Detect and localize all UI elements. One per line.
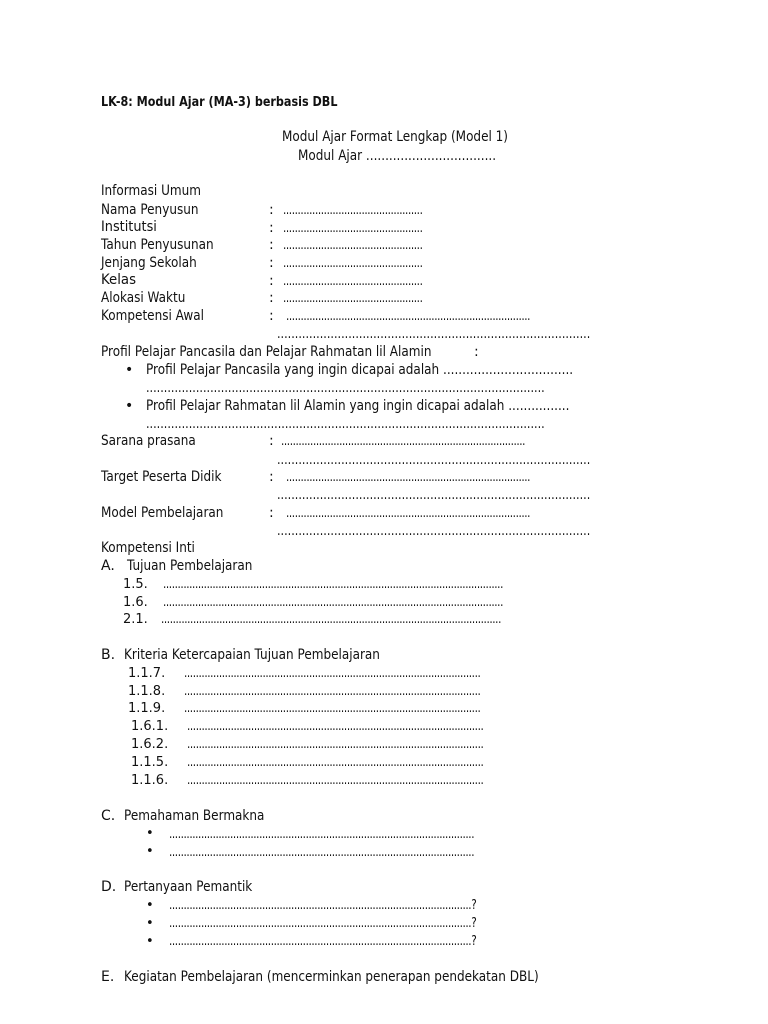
format-title: Modul Ajar Format Lengkap (Model 1) [282, 129, 509, 145]
informasi-umum-heading: Informasi Umum [101, 183, 201, 199]
bullet-icon: • [146, 916, 154, 931]
item-dots: ...................................................................................................... [184, 666, 481, 681]
section-letter: C. [101, 808, 116, 824]
item-number: 1.5. [123, 577, 148, 592]
item-dots: ...................................................................................................... [187, 755, 484, 770]
field-colon: : [269, 290, 274, 306]
field-colon: : [269, 202, 274, 218]
section-title: Kriteria Ketercapaian Tujuan Pembelajaran [124, 647, 380, 663]
item-number: 1.6.1. [131, 719, 169, 734]
field-colon: : [269, 273, 274, 289]
field-continuation: ........................................................................................ [277, 452, 591, 468]
field-value: ................................................ [283, 274, 423, 289]
field-colon: : [269, 220, 274, 236]
bullet-icon: • [146, 826, 154, 841]
kompetensi-awal-continuation: ........................................................................................ [277, 326, 591, 342]
item-number: 1.1.7. [128, 666, 166, 681]
field-label: Nama Penyusun [101, 202, 199, 218]
bullet-text: Profil Pelajar Rahmatan lil Alamin yang ingin dicapai adalah ................ [146, 398, 570, 414]
field-value: ................................................ [283, 238, 423, 253]
bullet-continuation: ................................................................................................................ [146, 416, 545, 432]
section-letter: A. [101, 558, 115, 574]
field-colon: : [269, 255, 274, 271]
item-number: 1.6.2. [131, 737, 169, 752]
field-continuation: ........................................................................................ [277, 487, 591, 503]
document-title: LK-8: Modul Ajar (MA-3) berbasis DBL [101, 95, 338, 110]
section-letter: E. [101, 969, 115, 985]
bullet-text: Profil Pelajar Pancasila yang ingin dicapai adalah .................................. [146, 362, 574, 378]
field-value: .................................................................................... [286, 506, 531, 521]
bullet-dots: ........................................................................................................? [169, 898, 477, 913]
item-dots: ...................................................................................................... [187, 737, 484, 752]
field-label: Kompetensi Awal [101, 308, 204, 324]
field-value: ................................................ [283, 256, 423, 271]
field-label: Sarana prasana [101, 433, 196, 449]
bullet-icon: • [125, 362, 134, 378]
field-colon: : [269, 433, 274, 449]
bullet-dots: ........................................................................................................? [169, 916, 477, 931]
item-dots: ...................................................................................................... [187, 773, 484, 788]
field-label: Tahun Penyusunan [101, 237, 214, 253]
field-colon: : [269, 505, 274, 521]
section-title: Pertanyaan Pemantik [124, 879, 253, 895]
bullet-dots: ......................................................................................................... [169, 845, 475, 860]
section-letter: B. [101, 647, 116, 663]
field-value: ................................................ [283, 221, 423, 236]
field-colon: : [269, 469, 274, 485]
item-number: 1.1.6. [131, 773, 169, 788]
bullet-icon: • [146, 844, 154, 859]
bullet-icon: • [125, 398, 134, 414]
field-label: Jenjang Sekolah [101, 255, 197, 271]
profil-colon: : [474, 344, 479, 360]
item-dots: ...................................................................................................... [184, 684, 481, 699]
field-label: Target Peserta Didik [101, 469, 222, 485]
item-dots: ...................................................................................................... [184, 701, 481, 716]
item-number: 1.1.5. [131, 755, 169, 770]
field-value: .................................................................................... [286, 309, 531, 324]
section-title: Kegiatan Pembelajaran (mencerminkan penerapan pendekatan DBL) [124, 969, 539, 985]
item-number: 2.1. [123, 612, 148, 627]
item-number: 1.1.9. [128, 701, 166, 716]
item-dots: ..................................................................................................................... [163, 595, 503, 610]
field-label: Kelas [101, 272, 137, 288]
field-value: ................................................ [283, 291, 423, 306]
field-label: Model Pembelajaran [101, 505, 224, 521]
field-label: Alokasi Waktu [101, 290, 186, 306]
bullet-icon: • [146, 934, 154, 949]
section-letter: D. [101, 879, 117, 895]
bullet-dots: ......................................................................................................... [169, 827, 475, 842]
field-value: .................................................................................... [281, 434, 526, 449]
section-title: Tujuan Pembelajaran [127, 558, 253, 574]
item-dots: ..................................................................................................................... [161, 612, 501, 627]
section-title: Pemahaman Bermakna [124, 808, 265, 824]
item-dots: ..................................................................................................................... [163, 577, 503, 592]
bullet-icon: • [146, 898, 154, 913]
field-value: ................................................ [283, 203, 423, 218]
item-dots: ...................................................................................................... [187, 719, 484, 734]
bullet-continuation: ................................................................................................................ [146, 380, 545, 396]
field-colon: : [269, 237, 274, 253]
item-number: 1.1.8. [128, 684, 166, 699]
item-number: 1.6. [123, 595, 148, 610]
profil-heading: Profil Pelajar Pancasila dan Pelajar Rahmatan lil Alamin [101, 344, 432, 360]
bullet-dots: ........................................................................................................? [169, 934, 477, 949]
field-value: .................................................................................... [286, 470, 531, 485]
kompetensi-inti-heading: Kompetensi Inti [101, 540, 195, 556]
modul-ajar-line: Modul Ajar .................................. [298, 148, 497, 164]
field-colon: : [269, 308, 274, 324]
field-continuation: ........................................................................................ [277, 523, 591, 539]
field-label: Institutsi [101, 219, 157, 235]
